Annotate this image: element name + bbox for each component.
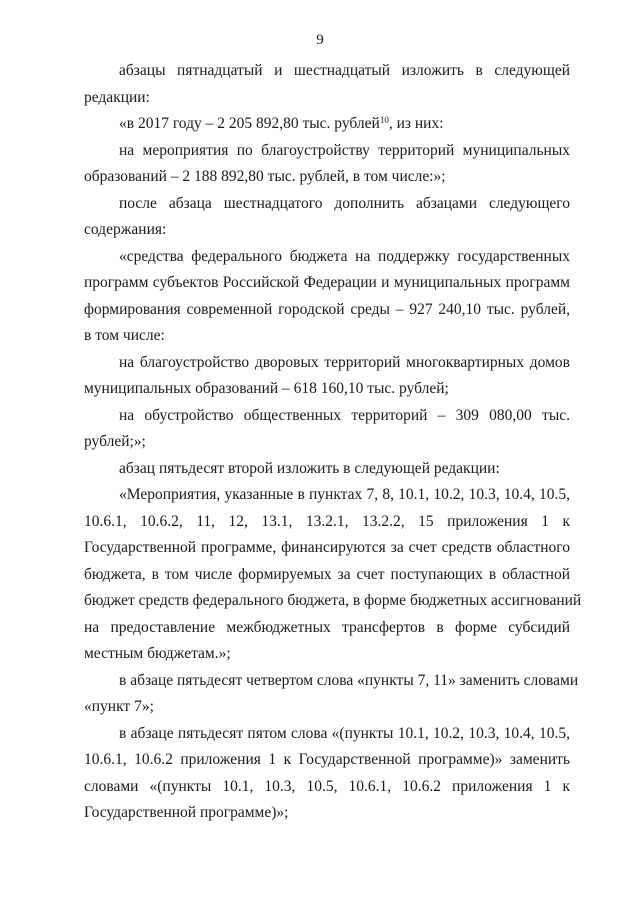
text-line: [84, 350, 570, 377]
text-line-content: Государственной программе, финансируются за счет средств областного: [84, 539, 570, 556]
text-line: [84, 535, 570, 562]
text-line: [84, 774, 570, 801]
text-line-content: местным бюджетам.»;: [84, 645, 231, 662]
text-line: [84, 694, 570, 721]
text-line: [84, 482, 570, 509]
text-line-content: рублей;»;: [84, 433, 146, 450]
text-line-content: «средства федерального бюджета на поддержку государственных: [119, 247, 570, 265]
text-line: [84, 588, 582, 615]
text-line: [84, 217, 570, 244]
document-body: [84, 58, 582, 827]
text-line: [84, 562, 570, 589]
footnote-reference: 10: [379, 115, 389, 125]
text-line: [84, 668, 579, 695]
text-line-content: Государственной программе)»;: [84, 804, 289, 821]
text-line-content: 10.6.1, 10.6.2 приложения 1 к Государственной программе)» заменить: [84, 751, 570, 768]
text-line: [84, 615, 570, 642]
text-line-content: после абзаца шестнадцатого дополнить абзацами следующего: [119, 194, 570, 212]
text-line-content: бюджет средств федерального бюджета, в форме бюджетных ассигнований: [84, 592, 582, 609]
text-line-content: на предоставление межбюджетных трансфертов в форме субсидий: [84, 618, 570, 636]
page-number: 9: [316, 32, 324, 48]
text-line: [84, 323, 570, 350]
text-line: [84, 58, 570, 85]
text-line-content: на обустройство общественных территорий – 309 080,00 тыс.: [119, 406, 570, 424]
text-line: [84, 721, 570, 748]
text-line-content: бюджета, в том числе формируемых за счет поступающих в областной: [84, 565, 570, 583]
text-line-content: программ субъектов Российской Федерации и муниципальных программ: [84, 274, 570, 291]
text-line-content: формирования современной городской среды – 927 240,10 тыс. рублей,: [84, 300, 570, 318]
text-line: [84, 297, 570, 324]
text-line-content: абзацы пятнадцатый и шестнадцатый изложить в следующей: [119, 62, 570, 79]
text-line-content: 10.6.1, 10.6.2, 11, 12, 13.1, 13.2.1, 13.2.2, 15 приложения 1 к: [84, 512, 570, 530]
text-line: [84, 111, 570, 138]
text-line: [84, 85, 570, 112]
text-line-content: словами «(пункты 10.1, 10.3, 10.5, 10.6.1, 10.6.2 приложения 1 к: [84, 777, 570, 795]
text-line-continuation: , из них:: [388, 115, 444, 132]
text-line-content: на мероприятия по благоустройству территорий муниципальных: [119, 141, 570, 159]
text-line-content: «Мероприятия, указанные в пунктах 7, 8, 10.1, 10.2, 10.3, 10.4, 10.5,: [119, 486, 570, 503]
text-line: [84, 641, 570, 668]
text-line-content: абзац пятьдесят второй изложить в следующей редакции:: [119, 459, 500, 477]
text-line: [84, 509, 570, 536]
text-line: [84, 191, 570, 218]
text-line-content: редакции:: [84, 88, 150, 106]
text-line-content: образований – 2 188 892,80 тыс. рублей, в том числе:»;: [84, 168, 446, 185]
text-line: [84, 429, 570, 456]
text-line: [84, 138, 570, 165]
text-line-content: содержания:: [84, 221, 167, 238]
text-line-content: в абзаце пятьдесят четвертом слова «пункты 7, 11» заменить словами: [119, 671, 579, 689]
text-line: [84, 270, 570, 297]
text-line-content: муниципальных образований – 618 160,10 тыс. рублей;: [84, 380, 449, 397]
text-line: [84, 376, 570, 403]
text-line-content: в абзаце пятьдесят пятом слова «(пункты 10.1, 10.2, 10.3, 10.4, 10.5,: [119, 724, 570, 742]
text-line: [84, 244, 570, 271]
text-line: [84, 403, 570, 430]
text-line: [84, 800, 570, 827]
text-line-content: «пункт 7»;: [84, 698, 154, 715]
text-line: [84, 164, 570, 191]
text-line-content: на благоустройство дворовых территорий многоквартирных домов: [119, 353, 570, 371]
text-line: [84, 456, 570, 483]
text-line: [84, 747, 570, 774]
text-line-content: в том числе:: [84, 327, 165, 344]
text-line-content: «в 2017 году – 2 205 892,80 тыс. рублей: [119, 115, 380, 132]
